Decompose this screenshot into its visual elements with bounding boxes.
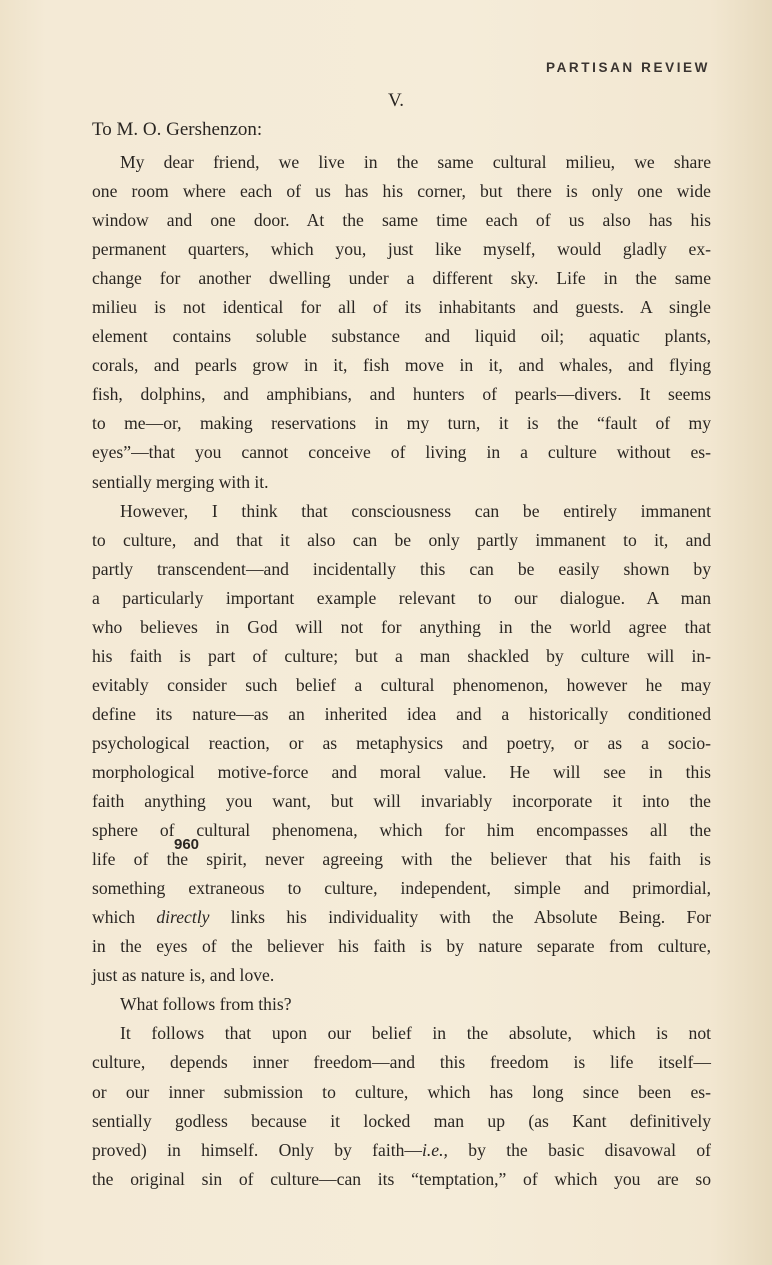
text-line: who believes in God will not for anything in the world agree that [92, 616, 711, 637]
text-line: just as nature is, and love. [92, 965, 275, 986]
running-head: PARTISAN REVIEW [545, 60, 710, 75]
letter-body [92, 148, 711, 1194]
text-line: milieu is not identical for all of its inhabitants and guests. A single [92, 297, 711, 318]
text-line: his faith is part of culture; but a man shackled by culture will in- [92, 645, 711, 666]
text-line: proved) in himself. Only by faith—i.e., by the basic disavowal of [92, 1139, 711, 1160]
page-number: 960 [174, 836, 200, 853]
text-line: corals, and pearls grow in it, fish move in it, and whales, and flying [92, 355, 711, 376]
text-line: define its nature—as an inherited idea and a historically conditioned [92, 703, 711, 724]
text-line: partly transcendent—and incidentally this can be easily shown by [92, 558, 711, 579]
text-line: a particularly important example relevant to our dialogue. A man [92, 587, 711, 608]
text-line: change for another dwelling under a different sky. Life in the same [92, 268, 711, 289]
text-line: permanent quarters, which you, just like myself, would gladly ex- [92, 239, 711, 260]
text-line: life of the spirit, never agreeing with the believer that his faith is [92, 849, 711, 870]
text-line: morphological motive-force and moral value. He will see in this [92, 761, 711, 782]
text-line: element contains soluble substance and liquid oil; aquatic plants, [92, 326, 711, 347]
text-line: something extraneous to culture, independent, simple and primordial, [92, 878, 711, 899]
text-line: faith anything you want, but will invariably incorporate it into the [92, 791, 711, 812]
text-line: My dear friend, we live in the same cultural milieu, we share [120, 152, 711, 172]
text-line: or our inner submission to culture, which has long since been es- [92, 1081, 711, 1102]
text-line: However, I think that consciousness can be entirely immanent [120, 500, 711, 521]
text-line: evitably consider such belief a cultural phenomenon, however he may [92, 674, 711, 695]
text-line: to me—or, making reservations in my turn, it is the “fault of my [92, 413, 711, 434]
text-line: window and one door. At the same time each of us also has his [92, 210, 711, 231]
text-line: in the eyes of the believer his faith is by nature separate from culture, [92, 936, 711, 957]
text-line: which directly links his individuality with the Absolute Being. For [92, 907, 711, 928]
text-line: to culture, and that it also can be only partly immanent to it, and [92, 529, 711, 550]
text-line: fish, dolphins, and amphibians, and hunters of pearls—divers. It seems [92, 384, 711, 405]
emphasis: i.e., [422, 1139, 448, 1160]
emphasis: directly [156, 907, 210, 928]
text-line: the original sin of culture—can its “temptation,” of which you are so [92, 1168, 711, 1189]
text-line: sphere of cultural phenomena, which for him encompasses all the [92, 820, 711, 841]
text-line: sentially merging with it. [92, 471, 269, 492]
text-line: What follows from this? [120, 994, 292, 1015]
text-line: sentially godless because it locked man up (as Kant definitively [92, 1110, 711, 1131]
text-line: psychological reaction, or as metaphysics and poetry, or as a socio- [92, 732, 711, 753]
text-line: one room where each of us has his corner, but there is only one wide [92, 181, 711, 202]
text-line: eyes”—that you cannot conceive of living in a culture without es- [92, 442, 711, 463]
letter-salutation: To M. O. Gershenzon: [92, 119, 263, 140]
text-line: culture, depends inner freedom—and this freedom is life itself— [92, 1052, 711, 1073]
text-line: It follows that upon our belief in the absolute, which is not [120, 1023, 711, 1044]
section-number: V. [387, 90, 405, 111]
